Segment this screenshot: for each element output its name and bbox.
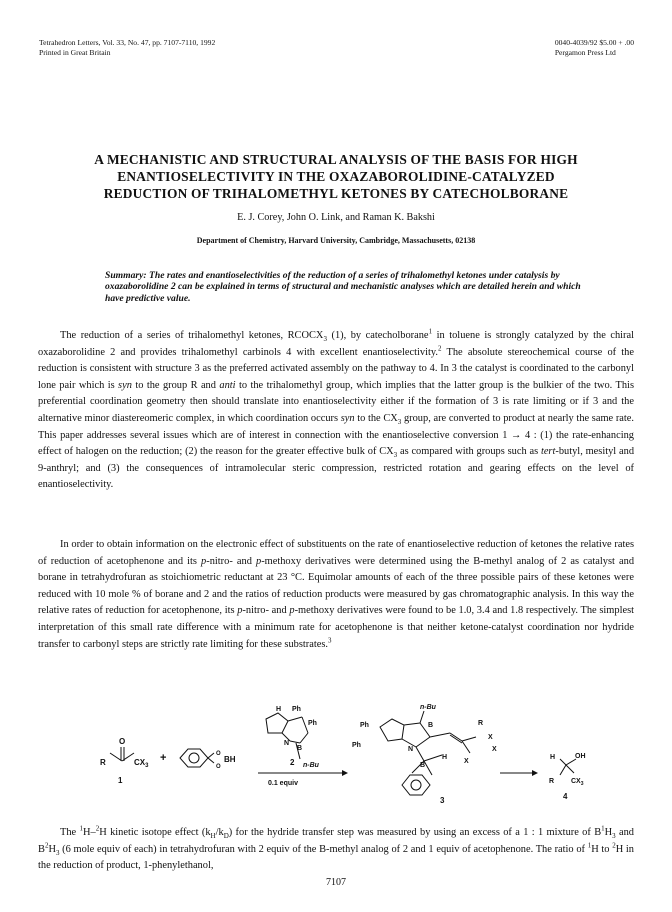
text-run: The reduction of a series of trihalomethyl ketones, RCOCX (60, 330, 324, 341)
ring-o-bottom: O (216, 764, 221, 770)
equiv-label: 0.1 equiv (268, 780, 298, 787)
superscript: 2 (612, 841, 616, 850)
ph-right: Ph (308, 720, 317, 727)
italic-term: p (255, 555, 262, 567)
x-2: X (492, 746, 497, 753)
nbu-complex: n-Bu (420, 704, 436, 711)
superscript: 2 (44, 841, 49, 850)
b-atom: B (297, 745, 303, 752)
h-product: H (550, 754, 556, 761)
label-3: 3 (440, 796, 445, 805)
text-run: and B (38, 827, 634, 855)
cx3-group: $CX_3$ (134, 758, 149, 769)
subscript: H (210, 832, 216, 841)
n-atom: N (284, 740, 290, 747)
ph-complex-top: Ph (360, 722, 369, 729)
subscript: D (223, 832, 229, 841)
text-run: -methoxy derivatives were determined using the B-methyl analog of 2 as catalyst and borane in tetrahydrofuran as stoichiometric reductant at 23 °C. Equimolar amounts of each of the three possible pairs of these ketones were reduced with 10 mole % of borane and 2 and the ratios of reduction products were measured by gas chromatographic analysis. In this way the relative rates of reduction for acetophenone, its (38, 555, 635, 617)
x-1: X (488, 734, 493, 741)
subscript: 3 (393, 451, 398, 460)
r-complex: R (478, 720, 484, 727)
text-run: H– (83, 827, 96, 838)
reference-marker: 1 (428, 327, 433, 336)
reference-marker: 2 (438, 344, 442, 353)
reference-marker: 3 (327, 636, 332, 645)
text-run: in toluene is strongly catalyzed by the chiral oxazaborolidine 2 and provides trihalomethyl carbinols 4 with excellent enantioselectivity. (38, 330, 635, 358)
subscript: 3 (612, 832, 616, 841)
b-complex-bottom: B (420, 762, 426, 769)
carbinol-4 (560, 759, 576, 775)
italic-term: p (201, 555, 207, 567)
superscript: 1 (79, 824, 84, 833)
text-run: to the group R and (131, 379, 220, 391)
publisher-info (555, 38, 634, 58)
h-complex: H (442, 754, 448, 761)
catecholborane (180, 749, 214, 767)
text-run: H in the reduction of product, 1-phenylethanol, (38, 843, 634, 872)
text-run: (6 mole equiv of each) in tetrahydrofuran with 2 equiv of the B-methyl analog of 2 and 1 equiv of acetophenone. The ratio of (59, 843, 588, 855)
italic-term: p (289, 605, 295, 617)
superscript: 2 (95, 824, 100, 833)
italic-term: syn (118, 379, 132, 391)
superscript: 1 (601, 824, 605, 833)
text-run: to the CX (354, 412, 398, 424)
text-run: H (48, 843, 56, 855)
paragraph-1 (38, 328, 634, 494)
catalyst-2 (266, 713, 308, 759)
citation-line: Tetrahedron Letters, Vol. 33, No. 47, pp. 7107-7110, 1992 (39, 38, 216, 47)
text-run: as compared with groups such as (397, 446, 541, 458)
text-run: group, are converted to product at nearly the same rate. This paper addresses several issues which are of interest in connection with the enantioselective conversion 1 → 4 : (1) the rate-enhancing effect of halogen on the reduction; (2) the reason for the greater effective bulk of CX (38, 412, 634, 458)
page-number: 7107 (326, 877, 346, 888)
printed-line: Printed in Great Britain (39, 48, 111, 57)
paper-title (40, 151, 632, 202)
text-run: In order to obtain information on the electronic effect of substituents on the rate of enantioselective reduction of ketones the relative rates of reduction of acetophenone and its (38, 539, 634, 567)
title-line-2: ENANTIOSELECTIVITY IN THE OXAZABOROLIDINE-CATALYZED (117, 169, 555, 184)
ketone-1 (110, 747, 134, 761)
label-2: 2 (290, 758, 295, 767)
text-run: The (60, 827, 80, 838)
nbu-group: n-Bu (303, 762, 319, 769)
arrowhead-1 (342, 770, 348, 776)
plus-sign: + (160, 752, 167, 764)
r-group: R (100, 758, 106, 767)
text-run: -butyl, mesityl and 9-anthryl; and (3) the consequences of intramolecular steric compression, restricted rotation and gearing effects on the level of enantioselectivity. (38, 446, 635, 491)
paragraph-3 (38, 825, 634, 875)
author-list: E. J. Corey, John O. Link, and Raman K. Bakshi (237, 212, 435, 223)
title-line-1: A MECHANISTIC AND STRUCTURAL ANALYSIS OF THE BASIS FOR HIGH (94, 152, 578, 167)
subscript: 3 (323, 335, 327, 344)
ph-top: Ph (292, 706, 301, 713)
text-run: -nitro- and (242, 605, 290, 617)
reaction-scheme (90, 703, 590, 821)
italic-term: anti (219, 379, 236, 391)
italic-term: tert (540, 446, 556, 458)
text-run: to the trihalomethyl group, which implies that the latter group is the bulkier of the two. This preferential coordination geometry then should translate into enantioselectivity either if the formation of 3 is rate limiting or if 3 and the alternative minor diastereomeric complex, in which coordination occurs (38, 379, 634, 424)
h-atom: H (276, 706, 282, 713)
bh-group: BH (224, 755, 236, 764)
cx3-product: $CX_3$ (571, 778, 584, 787)
text-run: /k (215, 827, 224, 838)
title-line-3: REDUCTION OF TRIHALOMETHYL KETONES BY CATECHOLBORANE (103, 186, 569, 201)
text-run: H to (591, 843, 613, 855)
label-4: 4 (563, 792, 568, 801)
b-complex-top: B (428, 722, 434, 729)
r-product: R (549, 778, 555, 785)
publisher-name: Pergamon Press Ltd (554, 48, 616, 57)
superscript: 1 (587, 841, 592, 850)
affiliation: Department of Chemistry, Harvard University, Cambridge, Massachusetts, 02138 (196, 236, 476, 245)
summary-label: Summary: (105, 270, 147, 281)
subscript: 3 (55, 848, 60, 857)
ph-complex-left: Ph (352, 742, 361, 749)
x-3: X (464, 758, 469, 765)
arrowhead-2 (532, 770, 538, 776)
text-run: (1), by catecholborane (326, 330, 429, 341)
text-run: H kinetic isotope effect (k (99, 827, 211, 838)
text-run: H (604, 827, 613, 838)
label-1: 1 (118, 776, 123, 785)
text-run: The absolute stereochemical course of the reduction is consistent with structure 3 as the preferred activated assembly on the pathway to 4. In 3 the catalyst is coordinated to the carbonyl lone pair which is (38, 346, 634, 391)
oh-group: OH (575, 753, 586, 760)
text-run: -nitro- and (206, 555, 256, 567)
paragraph-2 (38, 537, 634, 653)
ring-o-top: O (216, 751, 221, 757)
text-run: -methoxy derivatives were found to be 1.0, 3.4 and 1.8 respectively. The simplest interpretation of this small rate difference with a minimum rate for acetophenone is that neither ketone-catalyst coordination nor hydride transfer to carbonyl steps are strictly rate limiting for these substrates. (38, 605, 634, 650)
italic-term: p (237, 605, 243, 617)
oxygen-atom: O (119, 737, 126, 746)
summary-block (105, 270, 585, 304)
price-code: 0040-4039/92 $5.00 + .00 (554, 38, 634, 47)
subscript: 3 (397, 418, 402, 427)
journal-citation (39, 38, 215, 58)
summary-text: The rates and enantioselectivities of the reduction of a series of trihalomethyl ketones under catalysis by oxazaborolidine 2 can be explained in terms of structural and mechanistic analyses which are detailed herein and which have predictive value. (105, 270, 581, 304)
italic-term: syn (340, 412, 355, 424)
n-complex: N (408, 746, 414, 753)
text-run: ) for the hydride transfer step was measured by using an excess of a 1 : 1 mixture of B (228, 827, 602, 838)
